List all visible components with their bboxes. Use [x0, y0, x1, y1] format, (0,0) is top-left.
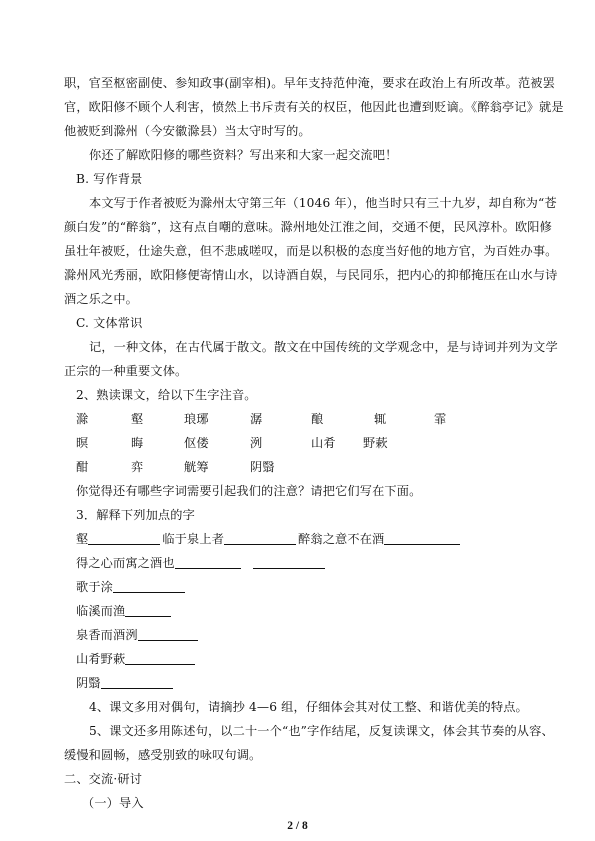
- genre-line-1: 记，一种文体，在古代属于散文。散文在中国传统的文学观念中，是与诗词并列为文学: [89, 340, 558, 354]
- char-item: 野蔌: [363, 436, 388, 450]
- char-item: 弈: [131, 460, 144, 474]
- task-2-title: 2、熟读课文，给以下生字注音。: [76, 388, 257, 402]
- explain-term: 得之心而寓之酒也: [76, 556, 175, 570]
- answer-blank[interactable]: [101, 676, 173, 689]
- task-3-title: 3．解释下列加点的字: [76, 508, 195, 522]
- explain-row-2: [76, 555, 327, 571]
- explain-term: 歌于涂: [76, 580, 114, 594]
- answer-blank[interactable]: [88, 532, 160, 545]
- explain-item: [76, 651, 197, 667]
- answer-blank[interactable]: [384, 532, 460, 545]
- char-item: 山肴: [311, 436, 336, 450]
- page-indicator: 2 / 8: [287, 820, 308, 832]
- section-2-subheading: （一）导入: [82, 796, 144, 810]
- char-item: 觥筹: [184, 460, 209, 474]
- explain-item: [76, 675, 175, 691]
- background-line-1: 本文写于作者被贬为滁州太守第三年（1046 年），他当时只有三十九岁，却自称为“苍: [89, 196, 557, 210]
- char-item: 阴翳: [250, 460, 275, 474]
- explain-term: 醉翁之意不在酒: [298, 532, 385, 546]
- task-5-line-2: 缓慢和圆畅，感受别致的咏叹句调。: [64, 748, 262, 762]
- char-item: 琅琊: [184, 412, 209, 426]
- heading-genre: C. 文体常识: [76, 316, 143, 330]
- char-item: 酿: [311, 412, 324, 426]
- prompt-share: 你还了解欧阳修的哪些资料？写出来和大家一起交流吧！: [89, 148, 398, 162]
- char-item: 晦: [131, 436, 144, 450]
- bio-line-2: 官，欧阳修不顾个人利害，愤然上书斥责有关的权臣，他因此也遭到贬谪。《醉翁亭记》就是: [64, 100, 564, 114]
- genre-line-2: 正宗的一种重要文体。: [64, 364, 188, 378]
- explain-term: 临溪而渔: [76, 604, 126, 618]
- prompt-extra-words: 你觉得还有哪些字词需要引起我们的注意？请把它们写在下面。: [76, 484, 422, 498]
- char-item: 壑: [131, 412, 144, 426]
- char-item: 洌: [250, 436, 263, 450]
- background-line-3: 虽壮年被贬，仕途失意，但不悲戚嗟叹，而是以积极的态度当好他的地方官，为百姓办事。: [64, 244, 558, 258]
- chars-row-2: [0, 435, 595, 451]
- answer-blank[interactable]: [125, 652, 195, 665]
- task-4: 4、课文多用对偶句，请摘抄 4—6 组，仔细体会其对仗工整、和谐优美的特点。: [89, 700, 528, 714]
- char-item: 滁: [76, 412, 89, 426]
- answer-blank[interactable]: [253, 556, 325, 569]
- chars-row-1: [0, 411, 595, 427]
- answer-blank[interactable]: [125, 604, 171, 617]
- explain-item: [76, 603, 173, 619]
- char-item: 酣: [76, 460, 89, 474]
- bio-line-3: 他被贬到滁州（今安徽滁县）当太守时写的。: [64, 124, 311, 138]
- explain-item: [76, 579, 187, 595]
- char-item: 辄: [374, 412, 387, 426]
- char-item: 潺: [250, 412, 263, 426]
- explain-term: 阴翳: [76, 676, 101, 690]
- explain-item: [76, 627, 200, 643]
- answer-blank[interactable]: [138, 628, 198, 641]
- answer-blank[interactable]: [113, 580, 185, 593]
- explain-row-1: [76, 531, 462, 547]
- bio-line-1: 职，官至枢密副使、参知政事(副宰相)。早年支持范仲淹，要求在政治上有所改革。范被罢: [64, 76, 555, 90]
- chars-row-3: [0, 459, 595, 475]
- background-line-2: 颜白发”的“醉翁”，这有点自嘲的意味。滁州地处江淮之间，交通不便，民风淳朴。欧阳修: [64, 220, 552, 234]
- background-line-4: 滁州风光秀丽，欧阳修便寄情山水，以诗酒自娱，与民同乐，把内心的抑郁掩压在山水与诗: [64, 268, 558, 282]
- background-line-5: 酒之乐之中。: [64, 292, 139, 306]
- explain-term: 壑: [76, 532, 89, 546]
- char-item: 霏: [434, 412, 447, 426]
- explain-term: 泉香而酒洌: [76, 628, 138, 642]
- answer-blank[interactable]: [175, 556, 241, 569]
- char-item: 暝: [76, 436, 89, 450]
- char-item: 伛偻: [184, 436, 209, 450]
- heading-background: B. 写作背景: [76, 172, 143, 186]
- explain-term: 山肴野蔌: [76, 652, 126, 666]
- explain-term: 临于泉上者: [162, 532, 225, 546]
- section-2-heading: 二、交流·研讨: [64, 772, 143, 786]
- answer-blank[interactable]: [224, 532, 296, 545]
- task-5-line-1: 5、课文还多用陈述句，以二十一个“也”字作结尾，反复读课文，体会其节奏的从容、: [89, 724, 554, 738]
